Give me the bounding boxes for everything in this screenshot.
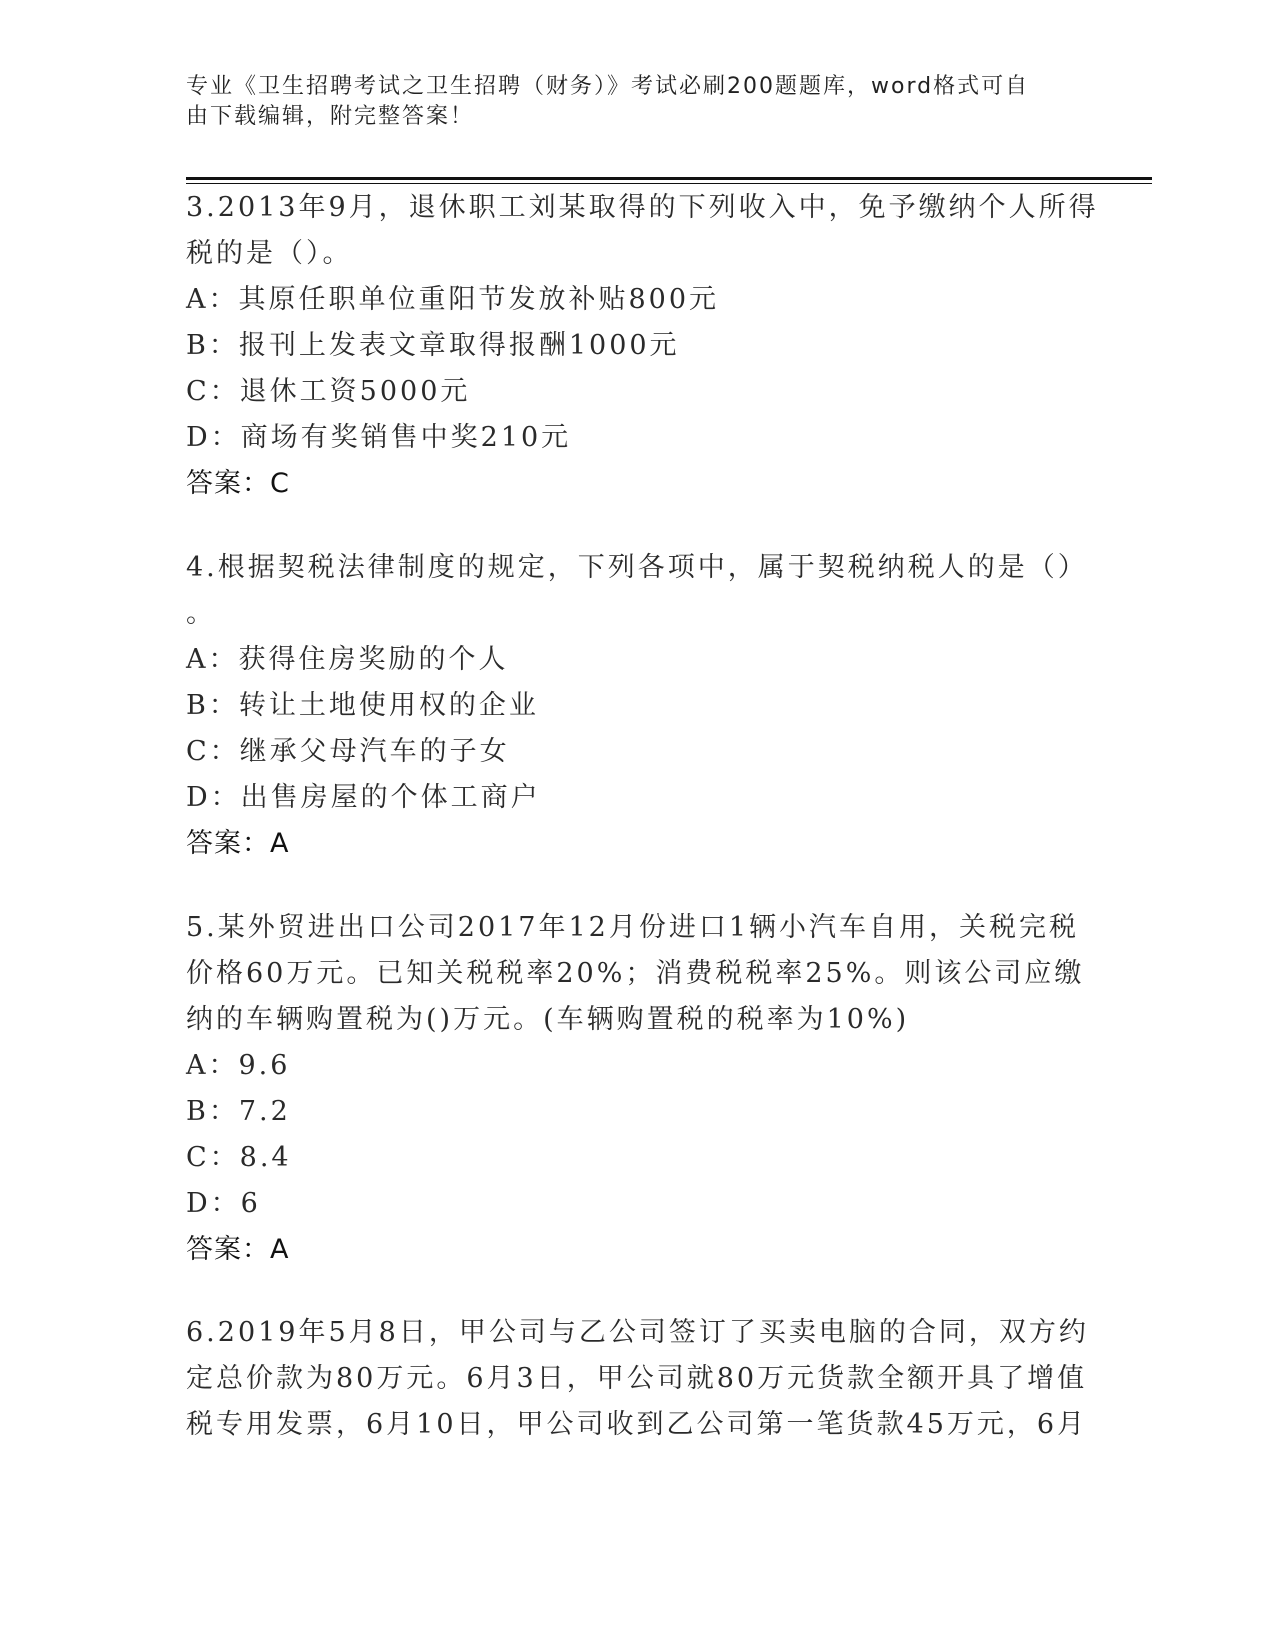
question-4 [186, 545, 1086, 867]
answer: 答案：A [186, 1234, 290, 1265]
answer: 答案：C [186, 468, 290, 499]
option-d: D：6 [186, 1188, 261, 1219]
option-a: A：9.6 [186, 1050, 291, 1081]
option-c: C：8.4 [186, 1142, 292, 1173]
option-d: D：出售房屋的个体工商户 [186, 782, 541, 813]
answer: 答案：A [186, 828, 290, 859]
question-text-line: 3.2013年9月，退休职工刘某取得的下列收入中，免予缴纳个人所得 [186, 192, 1099, 223]
header-rule-thick [186, 177, 1152, 180]
question-text-line: 税专用发票，6月10日，甲公司收到乙公司第一笔货款45万元，6月 [186, 1409, 1088, 1440]
option-b: B：报刊上发表文章取得报酬1000元 [186, 330, 680, 361]
option-c: C：退休工资5000元 [186, 376, 471, 407]
question-text-line: 价格60万元。已知关税税率20%；消费税税率25%。则该公司应缴 [186, 958, 1085, 989]
question-text-line: 定总价款为80万元。6月3日，甲公司就80万元货款全额开具了增值 [186, 1363, 1088, 1394]
option-a: A：其原任职单位重阳节发放补贴800元 [186, 284, 720, 315]
question-5 [186, 905, 1086, 1273]
option-a: A：获得住房奖励的个人 [186, 644, 509, 675]
question-text-line: 6.2019年5月8日，甲公司与乙公司签订了买卖电脑的合同，双方约 [186, 1317, 1089, 1348]
header-line-1: 专业《卫生招聘考试之卫生招聘（财务）》考试必刷200题题库，word格式可自 [186, 74, 1030, 99]
question-3 [186, 185, 1099, 507]
question-text-line: 。 [186, 598, 216, 629]
question-text-line: 5.某外贸进出口公司2017年12月份进口1辆小汽车自用，关税完税 [186, 912, 1080, 943]
question-text-line: 税的是（）。 [186, 238, 353, 269]
document-header [186, 72, 1066, 132]
option-c: C：继承父母汽车的子女 [186, 736, 510, 767]
header-line-2: 由下载编辑，附完整答案！ [186, 104, 475, 129]
question-6 [186, 1310, 1089, 1448]
question-text-line: 纳的车辆购置税为()万元。(车辆购置税的税率为10%) [186, 1004, 910, 1035]
option-b: B：转让土地使用权的企业 [186, 690, 539, 721]
header-rule-thin [186, 183, 1152, 184]
option-d: D：商场有奖销售中奖210元 [186, 422, 572, 453]
option-b: B：7.2 [186, 1096, 291, 1127]
question-text-line: 4.根据契税法律制度的规定，下列各项中，属于契税纳税人的是（） [186, 552, 1088, 583]
